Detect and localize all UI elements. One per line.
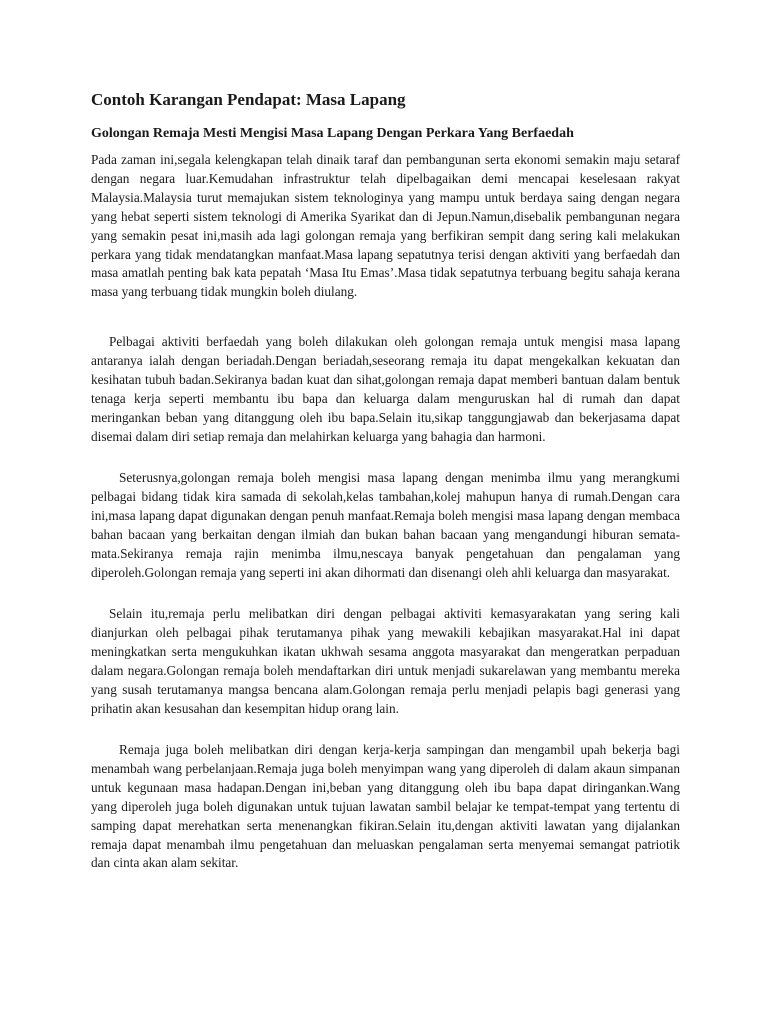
paragraph-5: Remaja juga boleh melibatkan diri dengan kerja-kerja sampingan dan mengambil upah bekerja bagi menambah wang perbelanjaan.Remaja juga boleh menyimpan wang yang diperoleh di dalam akaun simpanan untuk kegunaan masa hadapan.Dengan ini,beban yang ditanggung oleh ibu bapa dapat diringankan.Wang yang diperoleh juga boleh digunakan untuk tujuan lawatan sambil belajar ke tempat-tempat yang tertentu di samping dapat merehatkan serta menenangkan fikiran.Selain itu,dengan aktiviti lawatan yang dijalankan remaja dapat menambah ilmu pengetahuan dan meluaskan pengalaman serta menyemai semangat patriotik dan cinta akan alam sekitar. [91,742,680,871]
document-title: Contoh Karangan Pendapat: Masa Lapang [91,90,406,109]
document-subtitle: Golongan Remaja Mesti Mengisi Masa Lapang Dengan Perkara Yang Berfaedah [91,126,574,141]
paragraph-4: Selain itu,remaja perlu melibatkan diri dengan pelbagai aktiviti kemasyarakatan yang sering kali dianjurkan oleh pelbagai pihak terutamanya pihak yang mewakili kebajikan masyarakat.Hal ini dapat meningkatkan serta mengukuhkan ikatan ukhwah sesama anggota masyarakat dan mengeratkan perpaduan dalam negara.Golongan remaja boleh mendaftarkan diri untuk menjadi sukarelawan yang membantu mereka yang susah terutamanya mangsa bencana alam.Golongan remaja perlu menjadi pelapis bagi generasi yang prihatin akan kesusahan dan kesempitan hidup orang lain. [91,606,680,716]
paragraph-3: Seterusnya,golongan remaja boleh mengisi masa lapang dengan menimba ilmu yang merangkumi pelbagai bidang tidak kira samada di sekolah,kelas tambahan,kolej mahupun hanya di rumah.Dengan cara ini,masa lapang dapat digunakan dengan penuh manfaat.Remaja boleh mengisi masa lapang dengan membaca bahan bacaan yang berkaitan dengan ilmiah dan bukan bahan bacaan yang mengandungi hiburan semata-mata.Sekiranya remaja rajin menimba ilmu,nescaya banyak pengetahuan dan pengalaman yang diperoleh.Golongan remaja yang seperti ini akan dihormati dan disenangi oleh ahli keluarga dan masyarakat. [91,470,680,580]
paragraph-1: Pada zaman ini,segala kelengkapan telah dinaik taraf dan pembangunan serta ekonomi semakin maju setaraf dengan negara luar.Kemudahan infrastruktur telah dipelbagaikan demi mencapai keselesaan rakyat Malaysia.Malaysia turut memajukan sistem teknologinya yang mampu untuk berdaya saing dengan negara yang hebat seperti sistem teknologi di Amerika Syarikat dan di Jepun.Namun,disebalik pembangunan negara yang semakin pesat ini,masih ada lagi golongan remaja yang berfikiran sempit dang sering kali melakukan perkara yang tidak mendatangkan manfaat.Masa lapang sepatutnya terisi dengan aktiviti yang berfaedah dan masa amatlah penting bak kata pepatah ‘Masa Itu Emas’.Masa tidak sepatutnya terbuang begitu sahaja kerana masa yang terbuang tidak mungkin boleh diulang. [91,152,680,300]
paragraph-2: Pelbagai aktiviti berfaedah yang boleh dilakukan oleh golongan remaja untuk mengisi masa lapang antaranya ialah dengan beriadah.Dengan beriadah,seseorang remaja itu dapat mengekalkan kekuatan dan kesihatan tubuh badan.Sekiranya badan kuat dan sihat,golongan remaja dapat memberi bantuan dalam bentuk tenaga kerja seperti membantu ibu bapa dan keluarga dalam menguruskan hal di rumah dan dapat meringankan beban yang ditanggung oleh ibu bapa.Selain itu,sikap tanggungjawab dan bekerjasama dapat disemai dalam diri setiap remaja dan melahirkan keluarga yang bahagia dan harmoni. [91,334,680,444]
